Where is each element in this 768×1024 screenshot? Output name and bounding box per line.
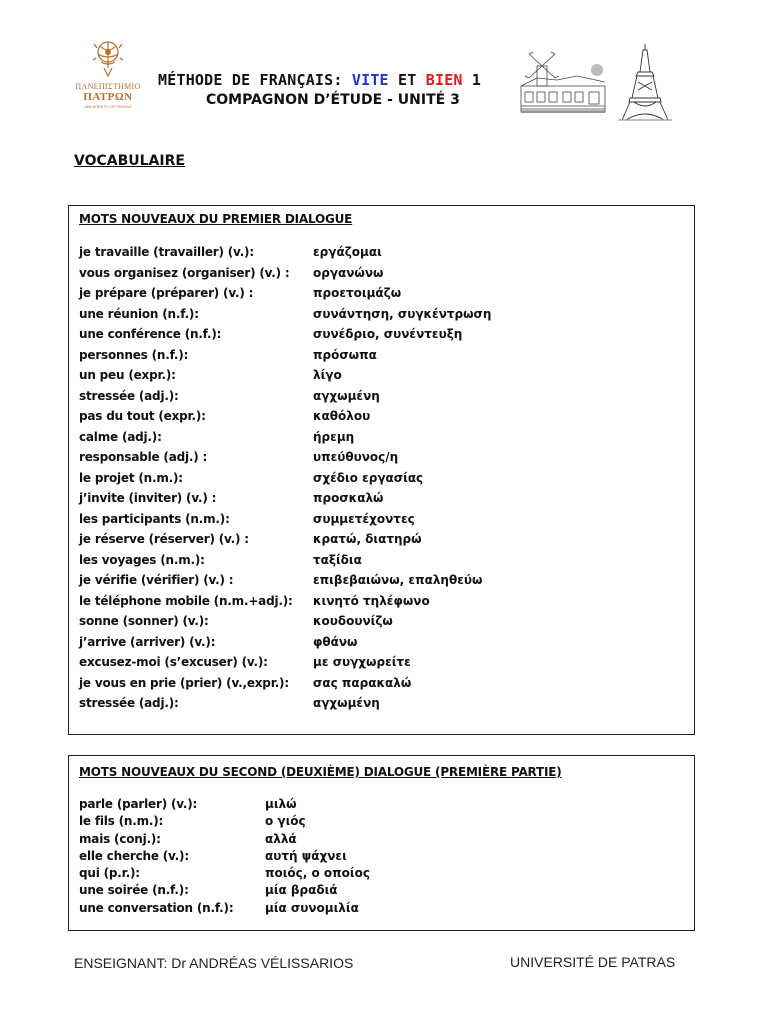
vocab-list [79, 797, 684, 918]
french-term: je prépare (préparer) (v.) : [79, 286, 254, 300]
greek-translation: ποιός, ο οποίος [265, 866, 370, 881]
university-emblem-icon [92, 38, 124, 80]
french-term: une conversation (n.f.): [79, 900, 234, 915]
french-term: le projet (n.m.): [79, 470, 183, 485]
french-term: une réunion (n.f.): [79, 306, 199, 321]
greek-translation: ο γιός [265, 814, 306, 829]
vocab-row [79, 327, 684, 348]
course-title [158, 71, 481, 89]
vocab-row [79, 553, 684, 574]
greek-translation: καθόλου [313, 409, 371, 423]
vocab-row [79, 614, 684, 635]
title-prefix: MÉTHODE DE FRANÇAIS: [158, 71, 352, 89]
title-bien: BIEN [425, 71, 463, 89]
french-term: les participants (n.m.): [79, 511, 230, 526]
vocab-row [79, 866, 684, 883]
title-suffix: 1 [462, 71, 482, 89]
french-term: je vous en prie (prier) (v.,expr.): [79, 675, 289, 690]
greek-translation: κουδουνίζω [313, 614, 393, 628]
vocab-row [79, 389, 684, 410]
greek-translation: με συγχωρείτε [313, 655, 411, 669]
french-term: je travaille (travailler) (v.): [79, 245, 254, 259]
vocab-row [79, 245, 684, 266]
vocab-row [79, 883, 684, 900]
greek-translation: μία βραδιά [265, 883, 338, 898]
logo-text-line1: ΠΑΝΕΠΙΣΤΗΜΙΟ [75, 82, 141, 91]
greek-translation: κινητό τηλέφωνο [313, 593, 430, 608]
vocab-row [79, 512, 684, 533]
vocab-row [79, 832, 684, 849]
french-term: une conférence (n.f.): [79, 327, 222, 341]
french-term: qui (p.r.): [79, 866, 140, 881]
title-et: ET [388, 71, 426, 89]
french-term: excusez-moi (s’excuser) (v.): [79, 655, 268, 669]
vocab-row [79, 307, 684, 328]
greek-translation: επιβεβαιώνω, επαληθεύω [313, 573, 483, 587]
vocab-row [79, 901, 684, 918]
logo-text-line2: ΠΑΤΡΩΝ [83, 91, 133, 103]
greek-translation: μία συνομιλία [265, 900, 359, 915]
french-term: le fils (n.m.): [79, 814, 164, 829]
greek-translation: αγχωμένη [313, 696, 380, 710]
vocab-row [79, 348, 684, 369]
french-term: mais (conj.): [79, 831, 161, 846]
greek-translation: συνάντηση, συγκέντρωση [313, 306, 492, 321]
french-term: parle (parler) (v.): [79, 797, 198, 811]
french-term: une soirée (n.f.): [79, 883, 189, 898]
french-term: le téléphone mobile (n.m.+adj.): [79, 593, 293, 608]
logo-text-line3: UNIVERSITY OF PATRAS [84, 104, 132, 109]
vocab-row [79, 286, 684, 307]
greek-translation: αγχωμένη [313, 388, 380, 403]
vocab-row [79, 655, 684, 676]
box-title: MOTS NOUVEAUX DU SECOND (DEUXIÈME) DIALOGUE (PREMIÈRE PARTIE) [79, 765, 562, 779]
greek-translation: αυτή ψάχνει [265, 848, 347, 863]
vocab-row [79, 532, 684, 553]
eiffel-tower-sketch-icon [616, 42, 674, 122]
french-term: vous organisez (organiser) (v.) : [79, 265, 290, 280]
vocab-row [79, 573, 684, 594]
vocab-row [79, 814, 684, 831]
greek-translation: συμμετέχοντες [313, 511, 415, 526]
greek-translation: υπεύθυνος/η [313, 450, 399, 464]
vocab-row [79, 849, 684, 866]
french-term: un peu (expr.): [79, 368, 176, 382]
greek-translation: αλλά [265, 831, 297, 846]
greek-translation: προσκαλώ [313, 491, 384, 505]
vocab-box-second-dialogue [68, 755, 695, 931]
french-term: stressée (adj.): [79, 388, 179, 403]
greek-translation: φθάνω [313, 634, 358, 649]
greek-translation: εργάζομαι [313, 245, 382, 259]
vocab-row [79, 797, 684, 814]
french-term: calme (adj.): [79, 429, 162, 444]
french-term: responsable (adj.) : [79, 450, 208, 464]
footer-university: UNIVERSITÉ DE PATRAS [510, 954, 676, 970]
greek-translation: προετοιμάζω [313, 286, 402, 300]
vocab-row [79, 266, 684, 287]
greek-translation: σχέδιο εργασίας [313, 470, 424, 485]
french-term: j’invite (inviter) (v.) : [79, 491, 217, 505]
french-term: je réserve (réserver) (v.) : [79, 532, 249, 546]
french-term: je vérifie (vérifier) (v.) : [79, 573, 234, 587]
vocab-row [79, 409, 684, 430]
greek-translation: πρόσωπα [313, 347, 377, 362]
french-term: pas du tout (expr.): [79, 409, 206, 423]
greek-translation: οργανώνω [313, 265, 384, 280]
vocab-row [79, 635, 684, 656]
section-heading: VOCABULAIRE [74, 153, 185, 169]
vocab-row [79, 594, 684, 615]
university-logo [72, 38, 144, 109]
vocab-row [79, 696, 684, 717]
course-subtitle: COMPAGNON D’ÉTUDE - UNITÉ 3 [206, 92, 460, 108]
footer-teacher: ENSEIGNANT: Dr ANDRÉAS VÉLISSARIOS [74, 955, 354, 971]
vocab-list [79, 245, 684, 717]
vocab-row [79, 450, 684, 471]
vocab-row [79, 491, 684, 512]
greek-translation: λίγο [313, 368, 342, 382]
greek-translation: κρατώ, διατηρώ [313, 532, 422, 546]
french-term: j’arrive (arriver) (v.): [79, 634, 216, 649]
moulin-rouge-sketch-icon [517, 50, 609, 116]
vocab-row [79, 430, 684, 451]
greek-translation: μιλώ [265, 797, 297, 811]
title-vite: VITE [351, 71, 389, 89]
vocab-box-first-dialogue [68, 205, 695, 735]
french-term: sonne (sonner) (v.): [79, 614, 209, 628]
box-title: MOTS NOUVEAUX DU PREMIER DIALOGUE [79, 212, 353, 226]
french-term: stressée (adj.): [79, 696, 179, 710]
vocab-row [79, 471, 684, 492]
vocab-row [79, 368, 684, 389]
greek-translation: συνέδριο, συνέντευξη [313, 327, 463, 341]
french-term: elle cherche (v.): [79, 848, 189, 863]
greek-translation: ταξίδια [313, 552, 362, 567]
french-term: les voyages (n.m.): [79, 552, 205, 567]
french-term: personnes (n.f.): [79, 347, 189, 362]
greek-translation: ήρεμη [313, 429, 355, 444]
greek-translation: σας παρακαλώ [313, 675, 412, 690]
vocab-row [79, 676, 684, 697]
